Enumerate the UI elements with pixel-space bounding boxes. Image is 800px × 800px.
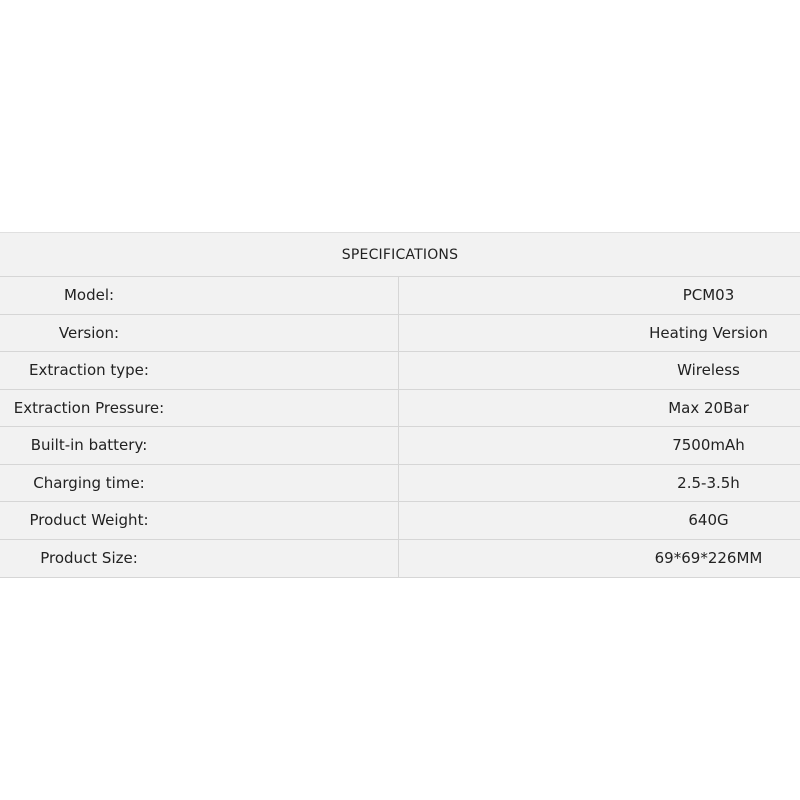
spec-value-product-size: 69*69*226MM (654, 549, 763, 568)
table-row (0, 540, 800, 578)
spec-label-built-in-battery: Built-in battery: (0, 427, 399, 464)
spec-label-extraction-type: Extraction type: (0, 352, 399, 389)
spec-label-product-size: Product Size: (0, 540, 399, 578)
table-row (0, 390, 800, 428)
spec-label-product-weight: Product Weight: (0, 502, 399, 539)
table-row (0, 427, 800, 465)
spec-value-model: PCM03 (682, 286, 735, 305)
spec-label-version: Version: (0, 315, 399, 352)
table-row (0, 465, 800, 503)
table-row (0, 502, 800, 540)
table-row (0, 277, 800, 315)
spec-label-extraction-pressure: Extraction Pressure: (0, 390, 399, 427)
spec-value-product-weight: 640G (688, 511, 729, 530)
spec-value-built-in-battery: 7500mAh (672, 436, 745, 455)
spec-label-charging-time: Charging time: (0, 465, 399, 502)
spec-value-version: Heating Version (649, 323, 768, 342)
specifications-table (0, 232, 800, 578)
spec-value-extraction-pressure: Max 20Bar (668, 398, 749, 417)
table-header (0, 233, 800, 277)
spec-value-charging-time: 2.5-3.5h (677, 473, 740, 492)
spec-label-model: Model: (0, 277, 399, 314)
spec-value-extraction-type: Wireless (677, 361, 740, 380)
table-title: SPECIFICATIONS (341, 246, 459, 263)
table-row (0, 352, 800, 390)
table-row (0, 315, 800, 353)
